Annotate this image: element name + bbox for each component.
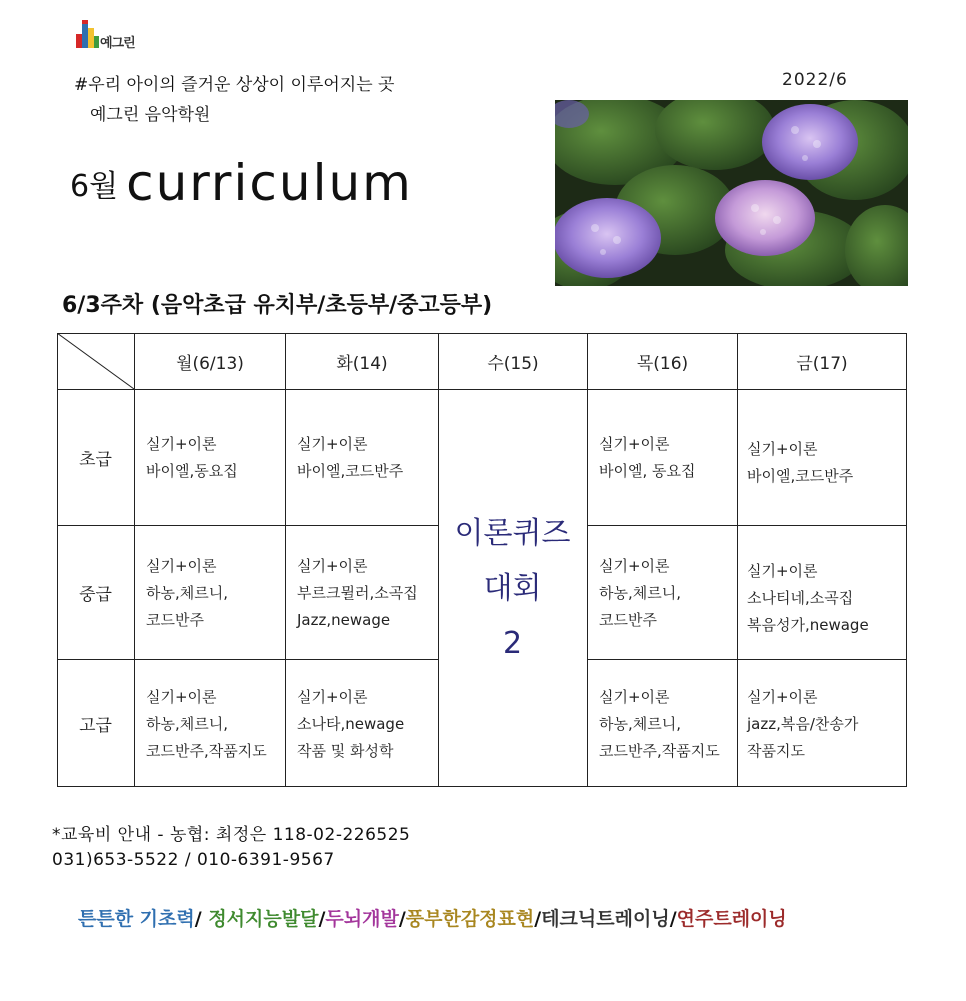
event-line: 대회 (483, 570, 542, 606)
cell-line: 바이엘,코드반주 (747, 467, 854, 485)
motto-segment: / (318, 908, 326, 930)
motto-segment: / (534, 908, 542, 930)
motto-segment: 테크닉트레이닝 (541, 908, 670, 930)
motto-segment: 두뇌개발 (325, 908, 399, 930)
table-col-divider (737, 333, 738, 787)
slogan: #우리 아이의 즐거운 상상이 이루어지는 곳 (74, 75, 395, 95)
curriculum-table (57, 333, 907, 787)
cell-line: 실기+이론 (297, 435, 368, 453)
tuition-info: *교육비 안내 - 농협: 최정은 118-02-226525 (52, 825, 411, 845)
academy-logo (74, 20, 150, 54)
cell-beginner-fri (747, 436, 853, 490)
cell-line: 코드반주 (146, 611, 204, 629)
cell-beginner-thu (599, 431, 695, 485)
table-col-divider (285, 333, 286, 787)
cell-line: jazz,복음/찬송가 (747, 715, 859, 733)
cell-line: 실기+이론 (747, 440, 818, 458)
cell-line: 바이엘, 동요집 (599, 462, 696, 480)
title-month: 6월 (70, 169, 119, 204)
table-col-divider (587, 333, 588, 787)
table-border-right (906, 333, 907, 787)
motto-segment: 튼튼한 기초력 (78, 908, 195, 930)
cell-line: 부르크뮐러,소곡집 (297, 584, 418, 602)
cell-line: 실기+이론 (146, 557, 217, 575)
cell-line: 실기+이론 (146, 435, 217, 453)
cell-advanced-mon (146, 684, 267, 765)
cell-intermediate-thu (599, 553, 681, 634)
cell-advanced-thu (599, 684, 720, 765)
cell-line: 복음성가,newage (747, 616, 869, 634)
table-col-divider (134, 333, 135, 787)
cell-line: 하농,체르니, (146, 584, 228, 602)
cell-intermediate-tue (297, 553, 418, 634)
cell-advanced-tue (297, 684, 404, 765)
level-intermediate: 중급 (79, 585, 112, 605)
level-advanced: 고급 (79, 715, 112, 736)
cell-line: 하농,체르니, (599, 584, 681, 602)
cell-line: Jazz,newage (297, 611, 391, 629)
wednesday-event (438, 389, 587, 787)
motto-segment: 정서지능발달 (208, 908, 319, 930)
cell-line: 작품지도 (747, 742, 805, 760)
cell-line: 코드반주 (599, 611, 657, 629)
event-line: 이론퀴즈 (454, 515, 571, 551)
day-header-wed: 수(15) (487, 353, 539, 374)
event-line: 2 (502, 625, 523, 661)
cell-line: 실기+이론 (297, 688, 368, 706)
academy-name: 예그린 음악학원 (90, 105, 211, 125)
table-row-divider (587, 659, 907, 660)
contact-phone: 031)653-5522 / 010-6391-9567 (52, 850, 335, 870)
motto-segment: / (669, 908, 677, 930)
table-row-divider (587, 525, 907, 526)
cell-line: 바이엘,동요집 (146, 462, 238, 480)
cell-line: 코드반주,작품지도 (599, 742, 720, 760)
corner-diagonal (57, 333, 135, 390)
cell-line: 바이엘,코드반주 (297, 462, 404, 480)
motto-line (78, 904, 787, 931)
cell-line: 소나타,newage (297, 715, 405, 733)
cell-line: 하농,체르니, (146, 715, 228, 733)
title-word: curriculum (126, 154, 413, 212)
page-title (70, 154, 413, 212)
day-header-mon: 월(6/13) (176, 353, 244, 374)
cell-line: 실기+이론 (747, 688, 818, 706)
logo-text: 예그린 (100, 36, 135, 51)
day-header-tue: 화(14) (336, 353, 388, 374)
week-label: 6/3주차 (음악초급 유치부/초등부/중고등부) (62, 293, 493, 318)
cell-line: 작품 및 화성학 (297, 742, 394, 760)
hydrangea-illustration (555, 100, 908, 286)
level-beginner: 초급 (79, 450, 112, 470)
cell-line: 소나티네,소곡집 (747, 589, 854, 607)
hydrangea-photo (555, 100, 908, 286)
cell-line: 실기+이론 (599, 557, 670, 575)
motto-segment: 풍부한감정표현 (405, 908, 535, 930)
cell-line: 실기+이론 (747, 562, 818, 580)
cell-line: 하농,체르니, (599, 715, 681, 733)
motto-segment: / (194, 908, 209, 930)
cell-line: 실기+이론 (297, 557, 368, 575)
cell-beginner-tue (297, 431, 403, 485)
issue-date: 2022/6 (782, 70, 848, 90)
motto-segment: 연주트레이닝 (676, 908, 787, 930)
cell-line: 실기+이론 (146, 688, 217, 706)
cell-beginner-mon (146, 431, 238, 485)
cell-line: 코드반주,작품지도 (146, 742, 267, 760)
cell-advanced-fri (747, 684, 858, 765)
day-header-fri: 금(17) (796, 353, 848, 374)
cell-intermediate-fri (747, 558, 869, 639)
day-header-thu: 목(16) (636, 353, 689, 374)
cell-line: 실기+이론 (599, 688, 670, 706)
cell-intermediate-mon (146, 553, 228, 634)
cell-line: 실기+이론 (599, 435, 670, 453)
motto-segment: / (398, 908, 406, 930)
